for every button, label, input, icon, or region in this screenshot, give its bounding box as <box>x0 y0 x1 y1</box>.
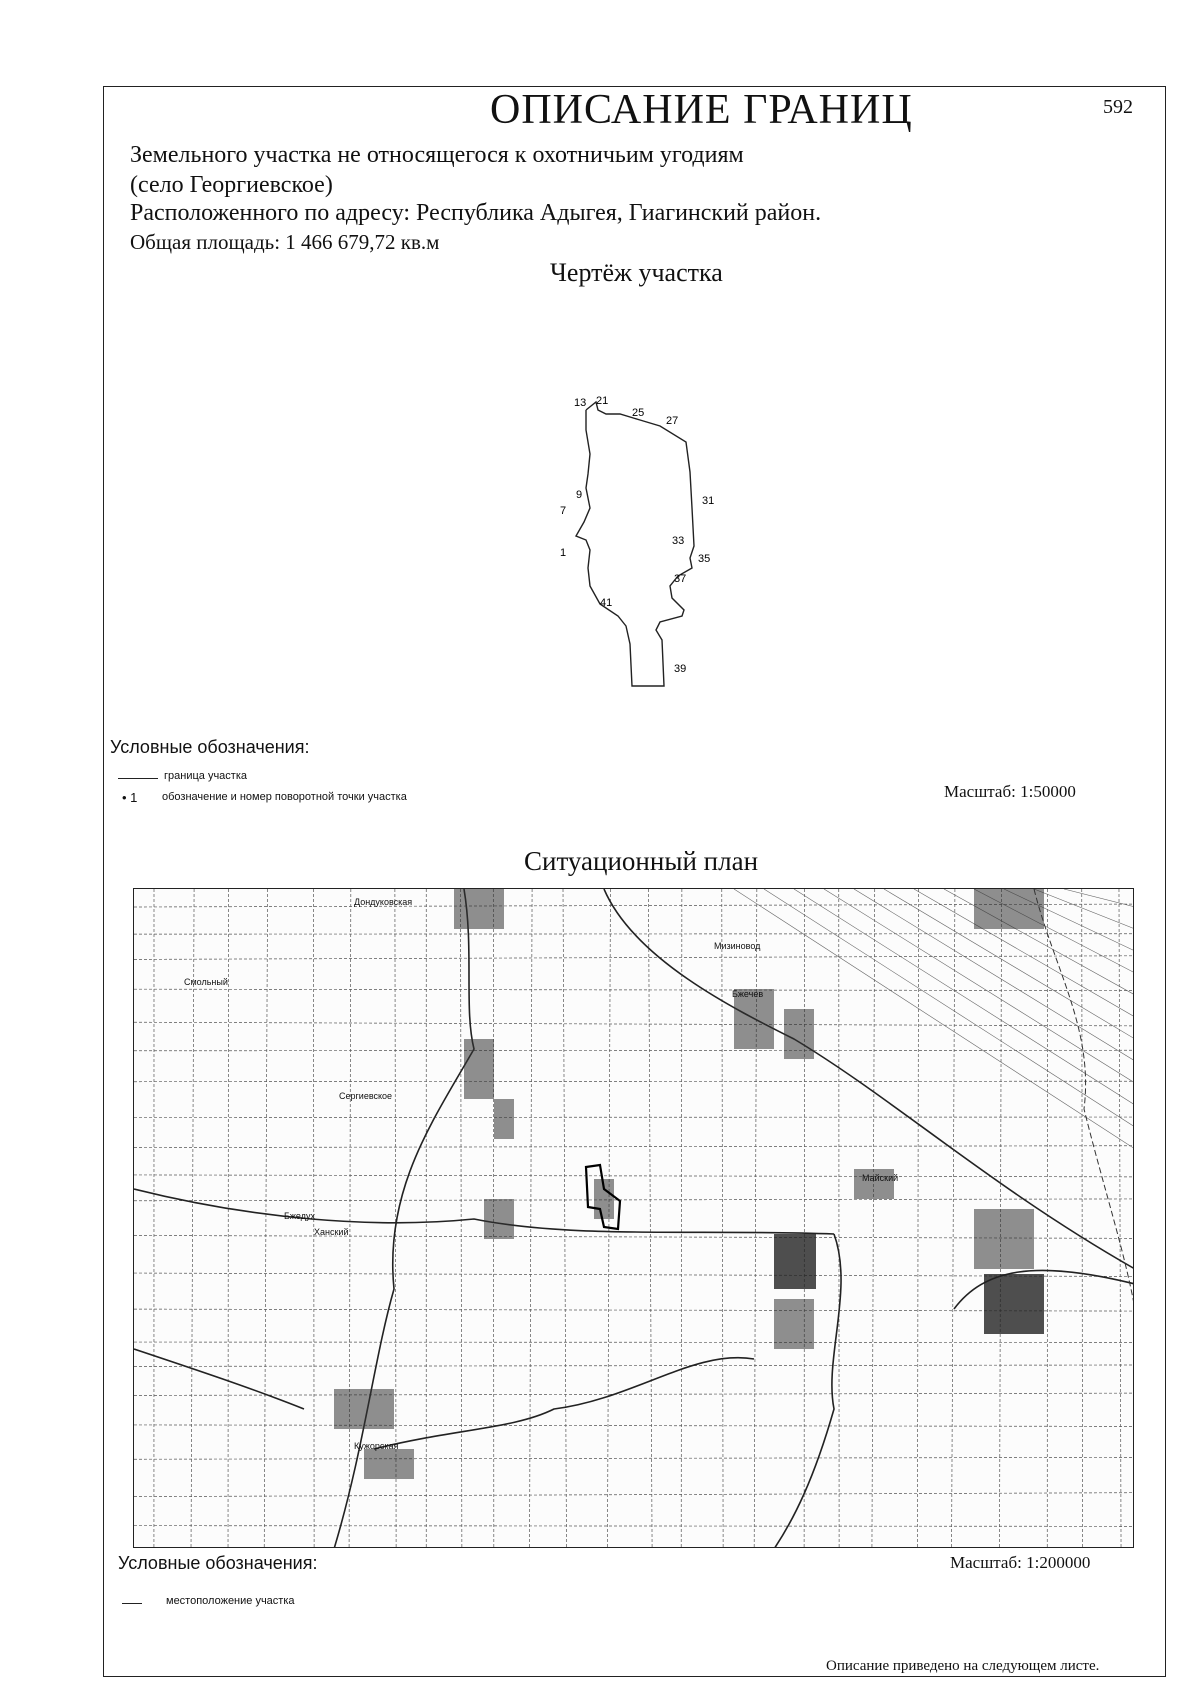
point-label-35: 35 <box>698 553 711 565</box>
parcel-boundary-svg <box>540 390 740 690</box>
map-grid-line <box>722 889 723 1548</box>
point-label-33: 33 <box>672 535 685 547</box>
legend-boundary-label: граница участка <box>164 770 247 782</box>
map-settlement <box>484 1199 514 1239</box>
map-settlement <box>364 1449 414 1479</box>
map-grid-line <box>134 1393 1134 1395</box>
map-settlement <box>464 1039 494 1099</box>
map-town <box>984 1274 1044 1334</box>
boundary-legend-line <box>118 778 158 779</box>
map-grid-line <box>134 1022 1134 1026</box>
map-settlement <box>334 1389 394 1429</box>
map-place-label: Смольный <box>184 977 228 987</box>
description-line-2: (село Георгиевское) <box>130 172 333 198</box>
map-grid-line <box>872 889 875 1548</box>
map-grid-line <box>134 1365 1134 1366</box>
map-grid-line <box>460 889 461 1548</box>
situational-map <box>133 888 1134 1548</box>
point-label-21: 21 <box>596 395 609 407</box>
description-line-3: Расположенного по адресу: Республика Адыгея, Гиагинский район. <box>130 200 822 226</box>
map-grid-line <box>134 1457 1134 1459</box>
map-road <box>374 1358 754 1449</box>
legend-point-label: обозначение и номер поворотной точки участка <box>162 791 407 803</box>
map-settlement <box>784 1009 814 1059</box>
map-grid-line <box>134 956 1134 960</box>
map-place-label: Мизиновод <box>714 941 761 951</box>
map-grid-line <box>349 889 351 1548</box>
map-settlement <box>974 889 1044 929</box>
map-grid-line <box>648 889 652 1548</box>
situational-plan-title: Ситуационный план <box>524 846 759 876</box>
point-label-13: 13 <box>574 397 587 409</box>
point-label-25: 25 <box>632 407 645 419</box>
document-title: ОПИСАНИЕ ГРАНИЦ <box>490 87 913 133</box>
map-settlement <box>774 1299 814 1349</box>
point-label-39: 39 <box>674 663 687 675</box>
drawing-title: Чертёж участка <box>550 258 723 287</box>
map-grid-line <box>134 1146 1134 1148</box>
scale-2: Масштаб: 1:200000 <box>950 1553 1091 1572</box>
map-settlement <box>454 889 504 929</box>
map-place-label: Майский <box>862 1173 899 1183</box>
map-place-label: Бжечев <box>732 989 764 999</box>
scale-1: Масштаб: 1:50000 <box>944 782 1076 801</box>
map-settlement <box>974 1209 1034 1269</box>
point-label-7: 7 <box>560 505 567 517</box>
map-grid-line <box>134 1493 1134 1497</box>
legend-heading-1: Условные обозначения: <box>110 737 310 757</box>
location-legend-line <box>122 1603 142 1604</box>
parcel-drawing <box>540 390 740 690</box>
map-town <box>774 1234 816 1289</box>
total-area: Общая площадь: 1 466 679,72 кв.м <box>130 230 440 254</box>
map-grid-line <box>754 889 757 1548</box>
footer-note: Описание приведено на следующем листе. <box>826 1658 1100 1674</box>
map-grid-line <box>952 889 955 1548</box>
point-label-41: 41 <box>600 597 613 609</box>
map-grid-line <box>1119 889 1121 1548</box>
point-label-37: 37 <box>674 573 687 585</box>
map-svg <box>134 889 1134 1548</box>
map-grid-line <box>134 989 1134 990</box>
point-label-9: 9 <box>576 489 583 501</box>
legend-heading-2: Условные обозначения: <box>118 1553 318 1573</box>
map-place-label: Ханский <box>314 1227 349 1237</box>
point-label-1: 1 <box>560 547 567 559</box>
description-line-1: Земельного участка не относящегося к охотничьим угодиям <box>130 142 744 168</box>
legend-location-label: местоположение участка <box>166 1595 295 1607</box>
map-settlement <box>494 1099 514 1139</box>
map-place-label: Дондуковская <box>354 897 413 907</box>
map-road <box>134 1349 304 1409</box>
map-grid-line <box>1082 889 1083 1548</box>
map-grid-line <box>134 1175 1134 1177</box>
map-place-label: Бжедух <box>284 1211 315 1221</box>
map-grid-line <box>563 889 567 1548</box>
legend-point-marker: • 1 <box>122 790 138 805</box>
map-grid-line <box>134 1199 1134 1201</box>
map-grid-line <box>264 889 267 1548</box>
map-grid-line <box>530 889 533 1548</box>
map-grid-line <box>681 889 682 1548</box>
map-grid-line <box>191 889 194 1548</box>
map-road <box>604 889 1134 1269</box>
map-grid-line <box>134 1526 1134 1527</box>
map-place-label: Сергиевское <box>339 1091 393 1101</box>
map-field-line <box>764 889 1134 1127</box>
point-label-31: 31 <box>702 495 715 507</box>
map-place-label: Кужорская <box>354 1441 399 1451</box>
map-grid-line <box>134 1425 1134 1426</box>
page-number: 592 <box>1103 96 1133 118</box>
point-label-27: 27 <box>666 415 679 427</box>
